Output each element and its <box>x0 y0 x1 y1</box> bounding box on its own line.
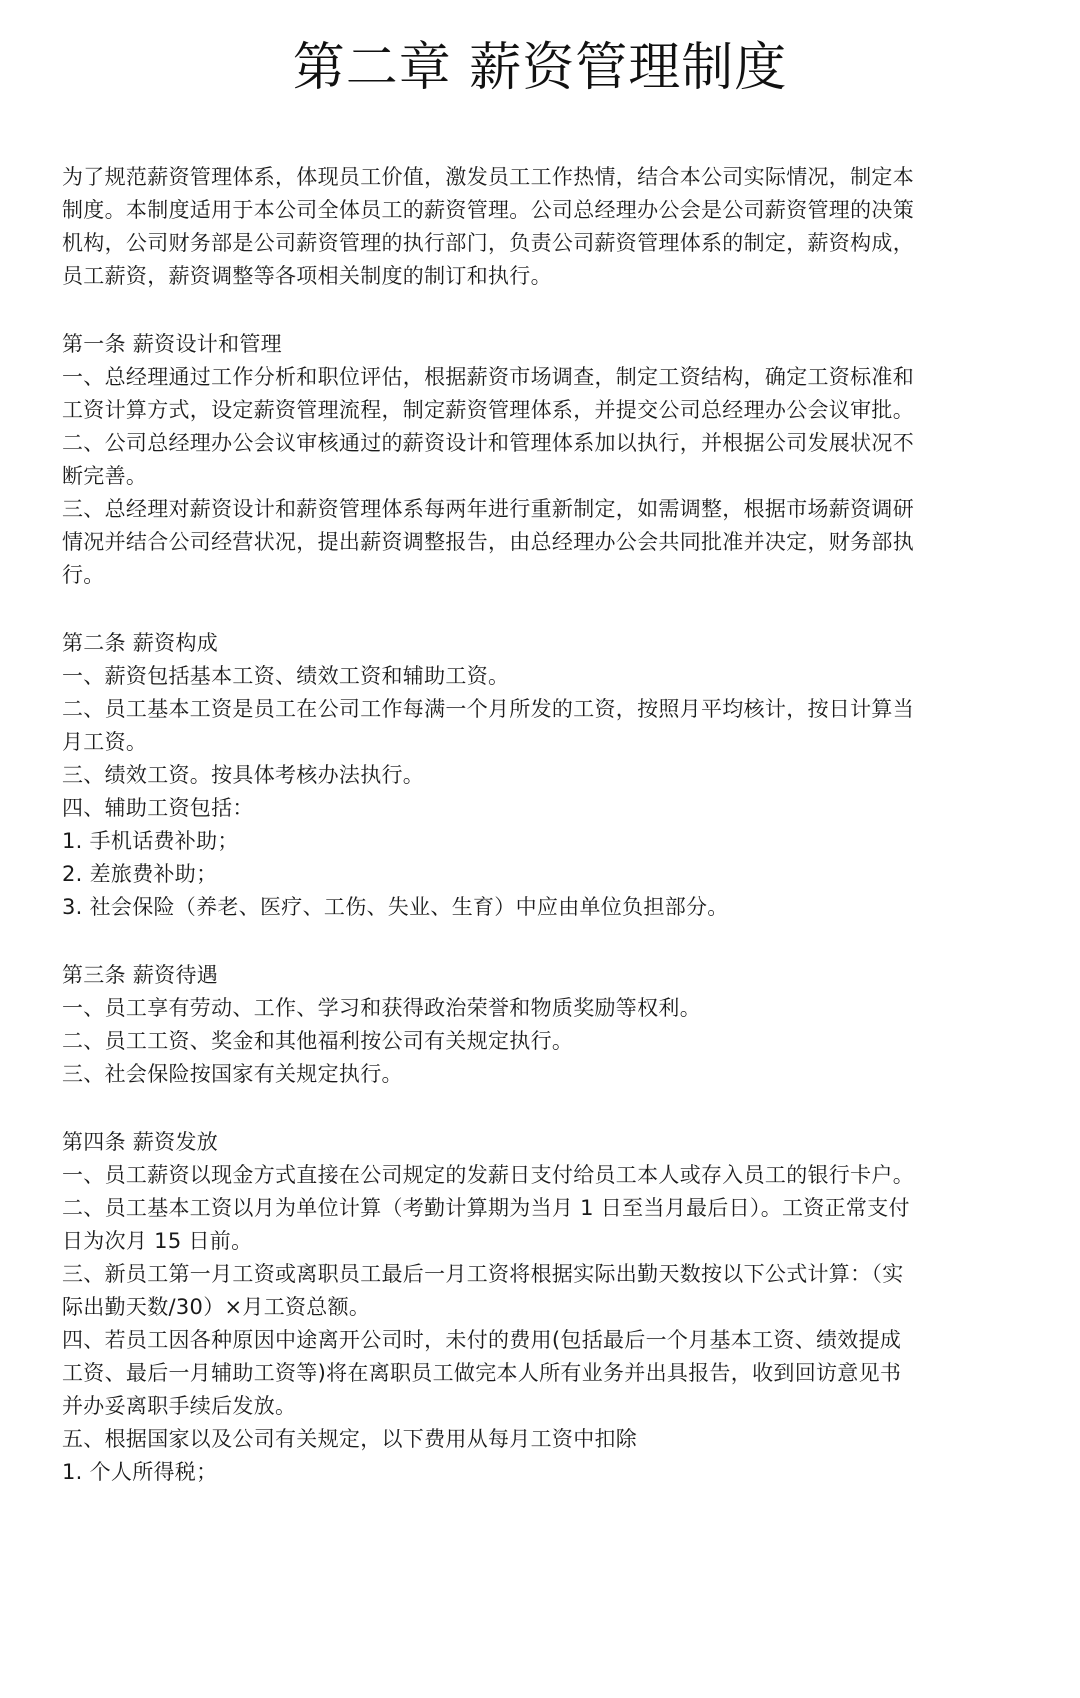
article-3 <box>62 959 1018 1091</box>
article-line: 一、员工享有劳动、工作、学习和获得政治荣誉和物质奖励等权利。 <box>62 996 701 1020</box>
list-item: 3. 社会保险（养老、医疗、工伤、失业、生育）中应由单位负担部分。 <box>62 895 729 919</box>
article-line: 工资、最后一月辅助工资等)将在离职员工做完本人所有业务并出具报告，收到回访意见书 <box>62 1361 902 1385</box>
article-line: 三、新员工第一月工资或离职员工最后一月工资将根据实际出勤天数按以下公式计算：（实 <box>62 1262 904 1286</box>
article-line: 三、总经理对薪资设计和薪资管理体系每两年进行重新制定，如需调整，根据市场薪资调研 <box>62 497 914 521</box>
intro-paragraph <box>62 161 1018 293</box>
intro-line: 为了规范薪资管理体系，体现员工价值，激发员工工作热情，结合本公司实际情况，制定本 <box>62 165 914 189</box>
article-1 <box>62 328 1018 592</box>
article-line: 一、总经理通过工作分析和职位评估，根据薪资市场调查，制定工资结构，确定工资标准和 <box>62 365 914 389</box>
article-line: 二、公司总经理办公会议审核通过的薪资设计和管理体系加以执行，并根据公司发展状况不 <box>62 431 914 455</box>
article-line: 断完善。 <box>62 464 148 488</box>
list-item: 1. 手机话费补助； <box>62 829 239 853</box>
intro-line: 制度。本制度适用于本公司全体员工的薪资管理。公司总经理办公会是公司薪资管理的决策 <box>62 198 914 222</box>
article-line: 一、薪资包括基本工资、绩效工资和辅助工资。 <box>62 664 510 688</box>
article-line: 行。 <box>62 563 105 587</box>
article-line: 四、辅助工资包括： <box>62 796 254 820</box>
article-heading: 第一条 薪资设计和管理 <box>62 332 282 356</box>
list-item: 1. 个人所得税； <box>62 1460 218 1484</box>
article-line: 二、员工基本工资是员工在公司工作每满一个月所发的工资，按照月平均核计，按日计算当 <box>62 697 914 721</box>
article-4 <box>62 1126 1018 1489</box>
article-line: 四、若员工因各种原因中途离开公司时，未付的费用(包括最后一个月基本工资、绩效提成 <box>62 1328 902 1352</box>
list-item: 2. 差旅费补助； <box>62 862 218 886</box>
article-line: 三、社会保险按国家有关规定执行。 <box>62 1062 403 1086</box>
article-line: 二、员工基本工资以月为单位计算（考勤计算期为当月 1 日至当月最后日）。工资正常支付 <box>62 1196 910 1220</box>
intro-line: 员工薪资，薪资调整等各项相关制度的制订和执行。 <box>62 264 552 288</box>
article-heading: 第三条 薪资待遇 <box>62 963 219 987</box>
article-heading: 第二条 薪资构成 <box>62 631 219 655</box>
document-title: 第二章 薪资管理制度 <box>292 38 788 98</box>
article-heading: 第四条 薪资发放 <box>62 1130 219 1154</box>
article-line: 日为次月 15 日前。 <box>62 1229 253 1253</box>
article-line: 情况并结合公司经营状况，提出薪资调整报告，由总经理办公会共同批准并决定，财务部执 <box>62 530 914 554</box>
article-line: 五、根据国家以及公司有关规定，以下费用从每月工资中扣除 <box>62 1427 638 1451</box>
article-line: 并办妥离职手续后发放。 <box>62 1394 297 1418</box>
article-2 <box>62 627 1018 924</box>
article-line: 月工资。 <box>62 730 148 754</box>
article-line: 际出勤天数/30）×月工资总额。 <box>62 1295 371 1319</box>
article-line: 工资计算方式，设定薪资管理流程，制定薪资管理体系，并提交公司总经理办公会议审批。 <box>62 398 914 422</box>
article-line: 一、员工薪资以现金方式直接在公司规定的发薪日支付给员工本人或存入员工的银行卡户。 <box>62 1163 914 1187</box>
article-line: 二、员工工资、奖金和其他福利按公司有关规定执行。 <box>62 1029 574 1053</box>
article-line: 三、绩效工资。按具体考核办法执行。 <box>62 763 425 787</box>
intro-line: 机构，公司财务部是公司薪资管理的执行部门，负责公司薪资管理体系的制定，薪资构成， <box>62 231 914 255</box>
